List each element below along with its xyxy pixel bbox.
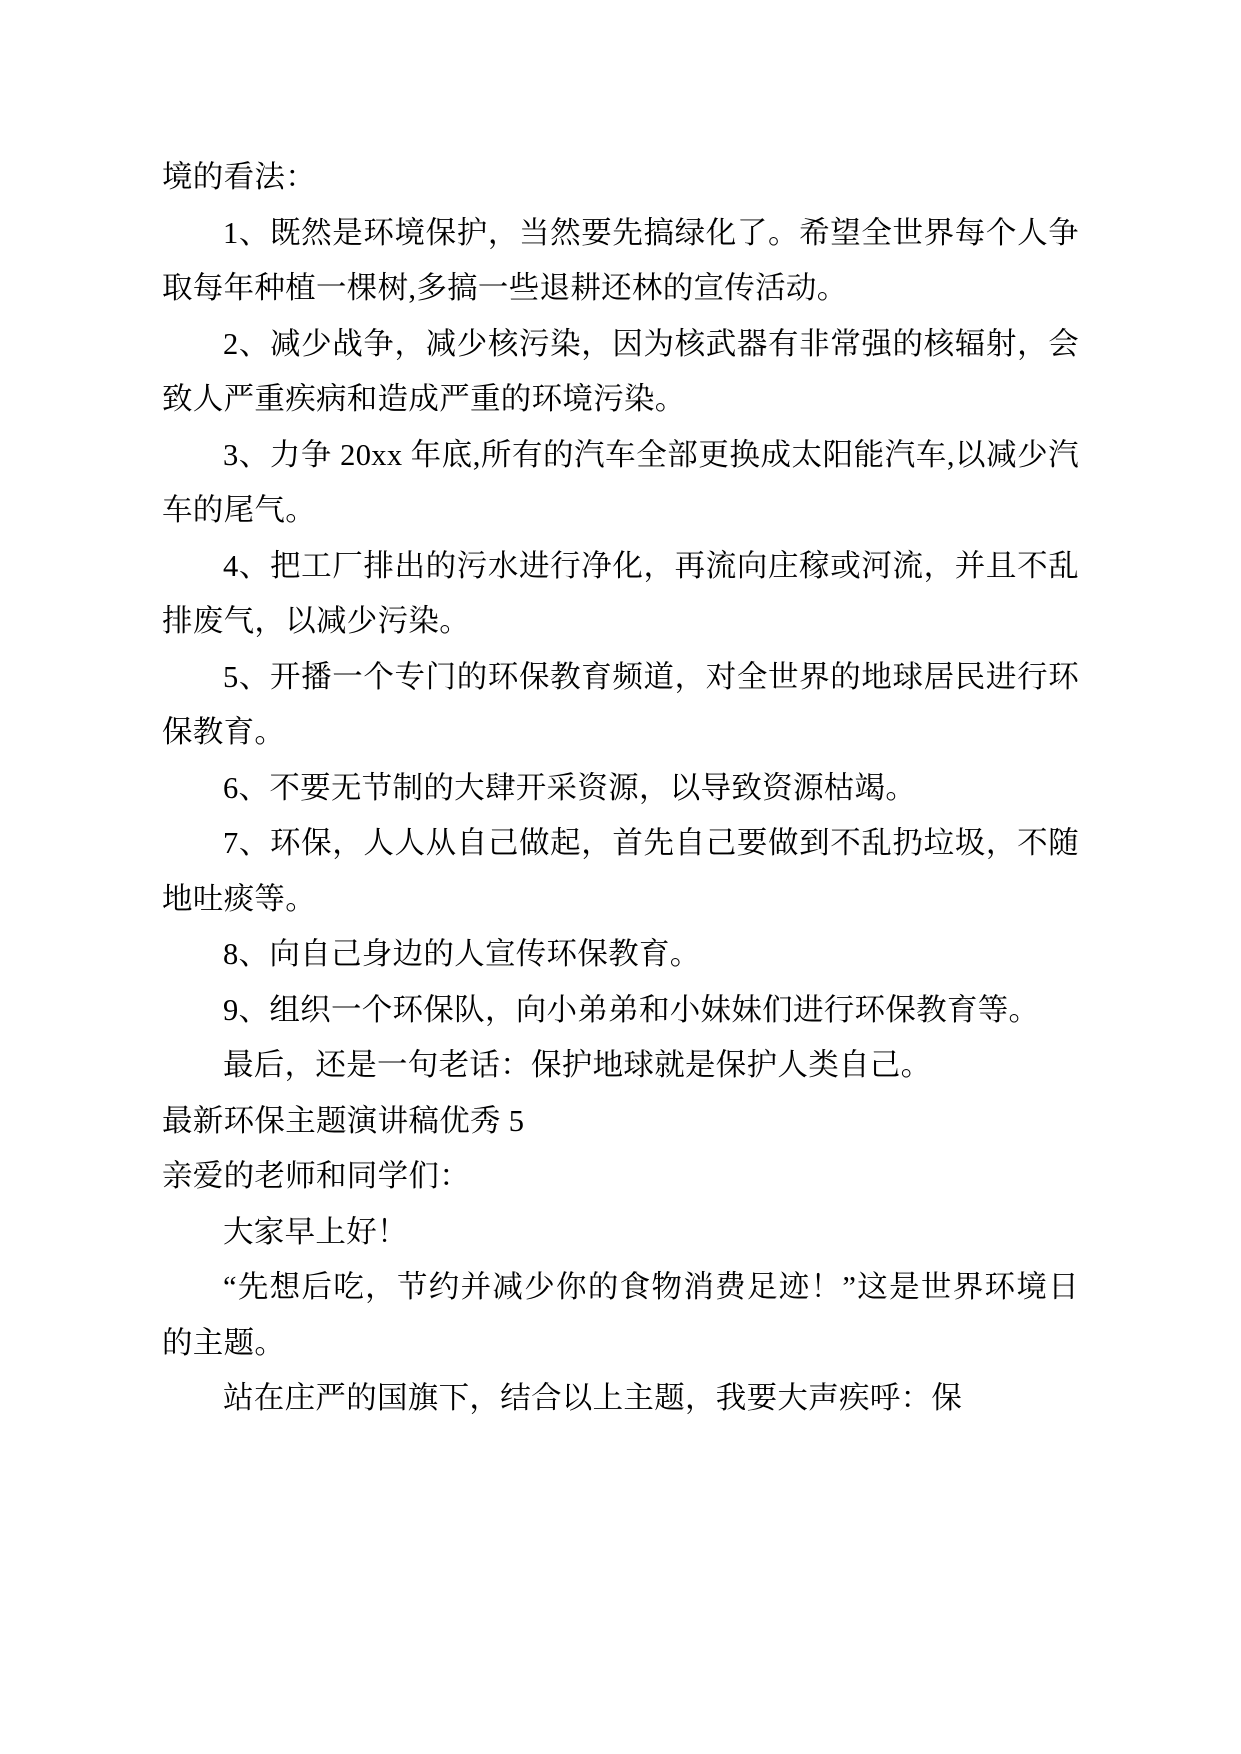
list-item-3: 3、力争 20xx 年底,所有的汽车全部更换成太阳能汽车,以减少汽车的尾气。 [162, 437, 1079, 527]
list-item-4: 4、把工厂排出的污水进行净化，再流向庄稼或河流，并且不乱排废气，以减少污染。 [162, 548, 1079, 638]
list-item-5: 5、开播一个专门的环保教育频道，对全世界的地球居民进行环保教育。 [162, 659, 1079, 749]
call-to-action-paragraph: 站在庄严的国旗下，结合以上主题，我要大声疾呼：保 [223, 1381, 963, 1415]
list-item-6: 6、不要无节制的大肆开采资源，以导致资源枯竭。 [223, 770, 917, 805]
document-body [162, 150, 1079, 1427]
continued-line: 境的看法： [162, 160, 316, 194]
list-item-8: 8、向自己身边的人宣传环保教育。 [223, 937, 701, 971]
greeting: 大家早上好！ [223, 1214, 408, 1249]
list-item-9: 9、组织一个环保队，向小弟弟和小妹妹们进行环保教育等。 [223, 992, 1040, 1027]
theme-quote-paragraph: “先想后吃，节约并减少你的食物消费足迹！”这是世界环境日的主题。 [162, 1270, 1079, 1360]
salutation: 亲爱的老师和同学们： [162, 1159, 470, 1193]
list-item-7: 7、环保，人人从自己做起，首先自己要做到不乱扔垃圾，不随地吐痰等。 [162, 826, 1079, 916]
closing-line: 最后，还是一句老话：保护地球就是保护人类自己。 [223, 1048, 932, 1082]
list-item-1: 1、既然是环境保护，当然要先搞绿化了。希望全世界每个人争取每年种植一棵树,多搞一些退耕还林的宣传活动。 [162, 215, 1079, 305]
section-heading: 最新环保主题演讲稿优秀 5 [162, 1103, 525, 1138]
list-item-2: 2、减少战争，减少核污染，因为核武器有非常强的核辐射，会致人严重疾病和造成严重的环境污染。 [162, 326, 1079, 416]
